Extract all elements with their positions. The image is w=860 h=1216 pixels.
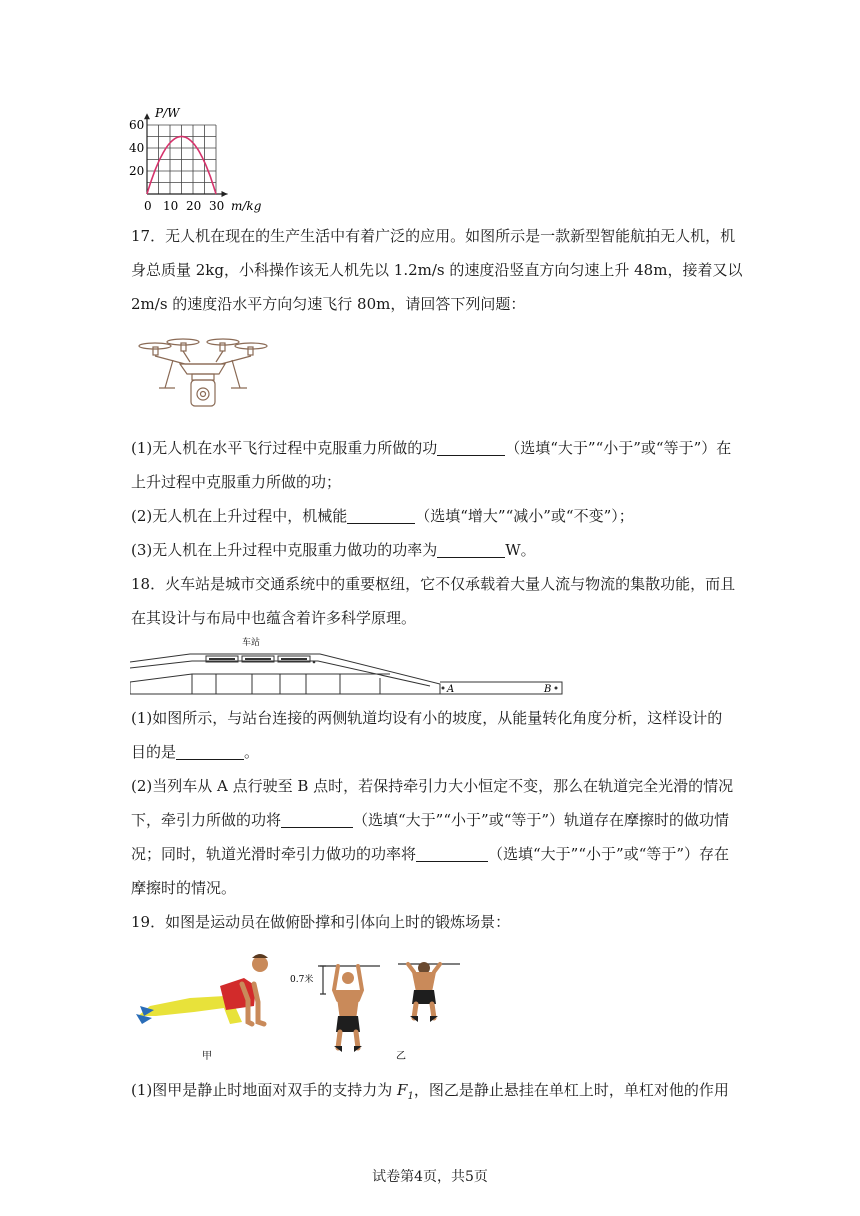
graph-axes: [144, 113, 228, 197]
drone-illustration: [135, 334, 270, 414]
q18-sub1-line1: (1)如图所示，与站台连接的两侧轨道均设有小的坡度，从能量转化角度分析，这样设计的: [131, 709, 723, 727]
page-footer: 试卷第4页，共5页: [372, 1169, 488, 1185]
q18-sub2-answer-blank-2[interactable]: [416, 845, 488, 862]
q17-sub1-text-b: （选填“大于”“小于”或“等于”）在: [505, 439, 732, 457]
force-symbol: F: [397, 1081, 408, 1099]
x-tick-20: 20: [186, 199, 202, 213]
x-axis-arrow: [222, 191, 228, 197]
q18-sub2-text-e: （选填“大于”“小于”或“等于”）存在: [488, 845, 730, 863]
q17-sub1-line2: 上升过程中克服重力所做的功；: [131, 473, 342, 491]
point-b-label: B: [544, 684, 552, 695]
q18-sub2-line1: (2)当列车从 A 点行驶至 B 点时，若保持牵引力大小恒定不变，那么在轨道完全光滑的情况: [131, 777, 734, 795]
q17-sub3-answer-blank[interactable]: [437, 541, 505, 558]
q18-sub1-line2: [131, 742, 731, 762]
q17-sub2-answer-blank[interactable]: [347, 507, 415, 524]
q17-sub2: [131, 506, 731, 526]
x-tick-30: 30: [209, 199, 225, 213]
x-tick-10: 10: [163, 199, 179, 213]
q17-sub2-text-b: （选填“增大”“减小”或“不变”）；: [415, 507, 634, 525]
station-illustration: [130, 634, 566, 698]
q19-sub1-text-b: ，图乙是静止悬挂在单杠上时，单杠对他的作用: [413, 1081, 729, 1099]
q18-sub2-text-d: 况；同时，轨道光滑时牵引力做功的功率将: [131, 845, 417, 863]
pullup-athlete-hanging: [334, 966, 362, 1052]
y-axis-label: P/W: [155, 106, 180, 120]
caption-jia: 甲: [202, 1051, 212, 1062]
q17-sub3-text-b: W。: [505, 541, 536, 559]
power-mass-graph: [125, 100, 265, 215]
q17-sub1-answer-blank[interactable]: [437, 439, 505, 456]
q18-sub2-answer-blank-1[interactable]: [281, 811, 353, 828]
station-label: 车站: [242, 638, 261, 648]
q18-sub1-text-c: 。: [244, 743, 260, 761]
q19-sub1-text-a: (1)图甲是静止时地面对双手的支持力为: [131, 1081, 398, 1099]
q18-sub2-line2: [131, 810, 731, 830]
q18-sub2-line3: [131, 844, 731, 864]
q18-sub2-text-c: （选填“大于”“小于”或“等于”）轨道存在摩擦时的做功情: [353, 811, 730, 829]
q17-sub3: [131, 540, 731, 560]
q17-stem-line3: 2m/s 的速度沿水平方向匀速飞行 80m，请回答下列问题：: [131, 295, 526, 313]
q18-sub2-text-b: 下，牵引力所做的功将: [131, 811, 282, 829]
pullup-athlete-up: [408, 962, 440, 1022]
q18-sub1-answer-blank[interactable]: [176, 743, 244, 760]
y-tick-40: 40: [129, 141, 145, 155]
graph-grid: [147, 125, 216, 194]
q17-sub1-text-a: (1)无人机在水平飞行过程中克服重力所做的功: [131, 439, 438, 457]
x-axis-label: m/kg: [231, 199, 262, 213]
y-tick-60: 60: [129, 118, 145, 132]
force-subscript: 1: [407, 1091, 414, 1102]
q17-sub1-line1: [131, 438, 731, 458]
q18-stem-line1: 18．火车站是城市交通系统中的重要枢纽，它不仅承载着大量人流与物流的集散功能，而且: [131, 575, 736, 593]
q18-sub1-text-b: 目的是: [131, 743, 177, 761]
y-axis-arrow: [144, 113, 150, 119]
point-a-label: A: [447, 684, 455, 695]
q19-sub1-line1: [131, 1080, 731, 1107]
q17-sub3-text-a: (3)无人机在上升过程中克服重力做功的功率为: [131, 541, 438, 559]
q17-sub2-text-a: (2)无人机在上升过程中，机械能: [131, 507, 348, 525]
exercise-illustration: [130, 944, 460, 1066]
pushup-athlete: [136, 954, 268, 1024]
q17-stem-line1: 17．无人机在现在的生产生活中有着广泛的应用。如图所示是一款新型智能航拍无人机，机: [131, 227, 736, 245]
height-label: 0.7米: [290, 975, 314, 985]
x-tick-0: 0: [144, 199, 152, 213]
q17-stem-line2: 身总质量 2kg，小科操作该无人机先以 1.2m/s 的速度沿竖直方向匀速上升 48m，接着又以: [131, 261, 743, 279]
q18-sub2-line4: 摩擦时的情况。: [131, 879, 237, 897]
y-tick-20: 20: [129, 164, 145, 178]
q18-stem-line2: 在其设计与布局中也蕴含着许多科学原理。: [131, 609, 417, 627]
q19-stem: 19．如图是运动员在做俯卧撑和引体向上时的锻炼场景：: [131, 913, 511, 931]
caption-yi: 乙: [396, 1051, 406, 1062]
